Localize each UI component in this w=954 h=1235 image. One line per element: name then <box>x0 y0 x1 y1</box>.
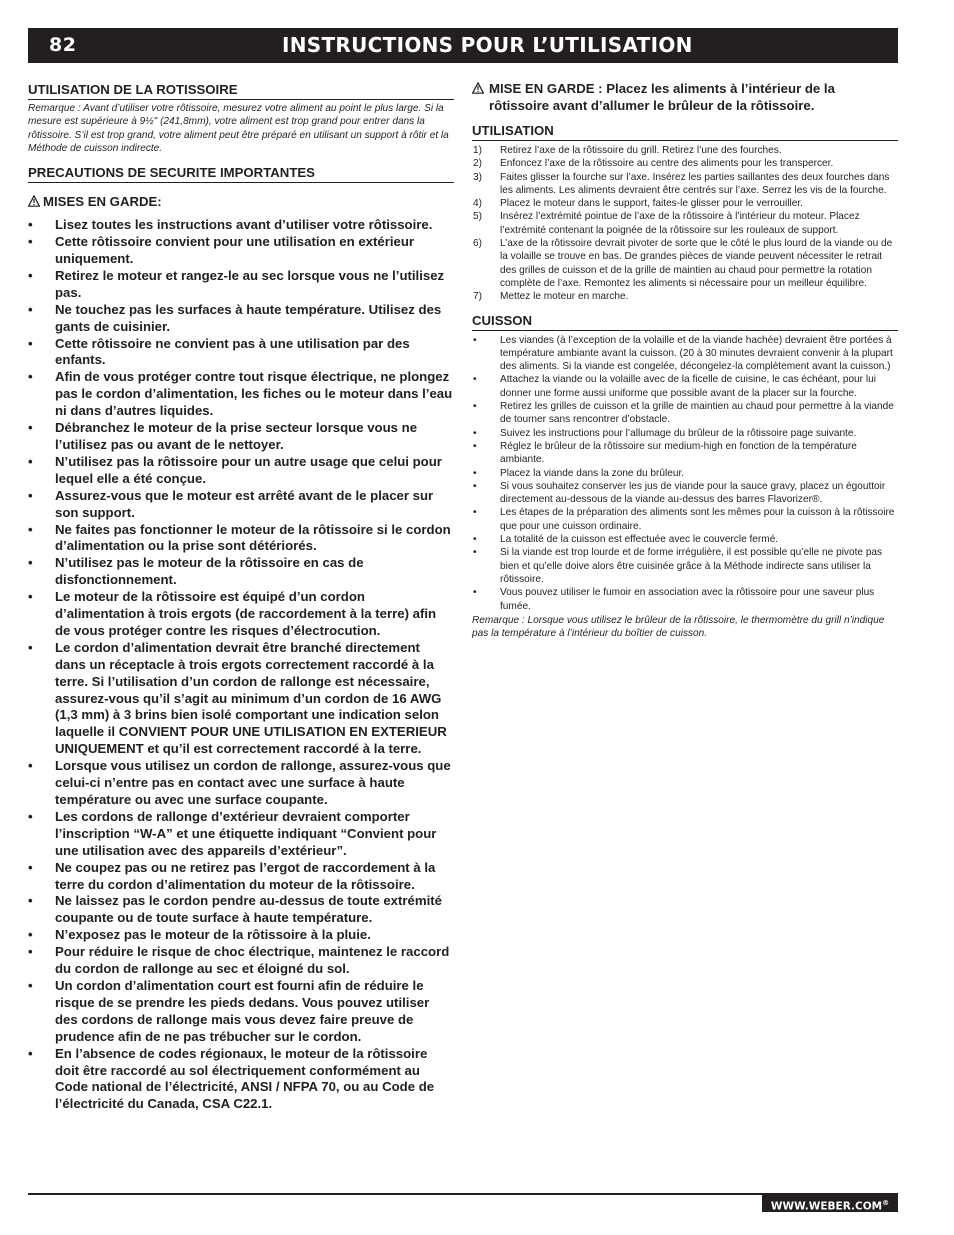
list-marker: 5) <box>473 211 482 223</box>
list-item-text: Retirez le moteur et rangez-le au sec lorsque vous ne l’utilisez pas. <box>55 267 445 300</box>
usage-step <box>472 157 898 170</box>
list-marker: • <box>473 440 477 452</box>
list-marker: 7) <box>473 291 482 303</box>
warning-item <box>28 217 454 234</box>
warning-item <box>28 758 454 809</box>
list-item-text: Retirez les grilles de cuisson et la grille de maintien au chaud pour permettre à la viande de tourner sans rencontrer d’obstacle. <box>500 401 894 426</box>
list-marker: 4) <box>473 198 482 210</box>
cooking-item <box>472 400 898 427</box>
list-marker: • <box>473 480 477 492</box>
list-marker: • <box>28 521 33 537</box>
list-marker: • <box>28 859 33 875</box>
list-item-text: Ne faites pas fonctionner le moteur de la rôtissoire si le cordon d’alimentation ou la prise sont détériorés. <box>55 521 451 554</box>
cooking-item <box>472 467 898 480</box>
cooking-item <box>472 427 898 440</box>
list-item-text: Lorsque vous utilisez un cordon de rallonge, assurez-vous que celui-ci n’entre pas en contact avec une surface à haute température ou avec une surface coupante. <box>55 758 451 807</box>
warnings-heading <box>28 194 454 210</box>
cooking-tips-list <box>472 334 898 613</box>
list-marker: • <box>28 893 33 909</box>
cooking-item <box>472 506 898 533</box>
list-marker: • <box>28 589 33 605</box>
list-marker: 2) <box>473 158 482 170</box>
list-marker: • <box>28 808 33 824</box>
list-marker: • <box>473 587 477 599</box>
list-marker: • <box>473 467 477 479</box>
section-title-cooking: CUISSON <box>472 313 898 331</box>
page-title: INSTRUCTIONS POUR L’UTILISATION <box>282 33 693 57</box>
list-item-text: Un cordon d’alimentation court est fourni afin de réduire le risque de se prendre les pieds dedans. Vous pouvez utiliser des cordons de rallonge mais vous devez faire preuve de prudence afin de ne pas trébucher sur le cordon. <box>55 977 430 1044</box>
right-column <box>472 80 898 640</box>
cooking-item <box>472 586 898 613</box>
section-title-usage: UTILISATION <box>472 123 898 141</box>
warning-item <box>28 893 454 927</box>
warning-item <box>28 860 454 894</box>
warning-item <box>28 522 454 556</box>
list-item-text: Insérez l’extrémité pointue de l’axe de la rôtissoire à l’intérieur du moteur. Placez l’extrémité contenant la poignée de la rôtissoire sur les rouleaux de support. <box>500 211 860 236</box>
list-item-text: Le moteur de la rôtissoire est équipé d’un cordon d’alimentation à trois ergots (de raccordement à la terre) afin de vous protéger contre les risques d’électrocution. <box>55 589 437 638</box>
warning-item <box>28 944 454 978</box>
list-item-text: En l’absence de codes régionaux, le moteur de la rôtissoire doit être raccordé au sol électriquement conformément au Code national de l’électricité, ANSI / NFPA 70, ou au Code de l’électricité du Canada, CSA C22.1. <box>55 1045 435 1112</box>
usage-step <box>472 171 898 198</box>
usage-step <box>472 237 898 290</box>
list-marker: • <box>473 534 477 546</box>
list-item-text: Les étapes de la préparation des aliments sont les mêmes pour la cuisson à la rôtissoire que pour une cuisson ordinaire. <box>500 507 895 532</box>
cooking-item <box>472 334 898 374</box>
list-marker: • <box>28 927 33 943</box>
list-item-text: Attachez la viande ou la volaille avec de la ficelle de cuisine, le cas échéant, pour lui donner une forme aussi uniforme que possible avant de la placer sur la fourche. <box>500 374 876 399</box>
usage-step <box>472 290 898 303</box>
cooking-item <box>472 373 898 400</box>
list-marker: • <box>473 401 477 413</box>
safety-warnings-list <box>28 217 454 1113</box>
list-marker: • <box>28 555 33 571</box>
list-marker: • <box>473 374 477 386</box>
list-marker: • <box>28 369 33 385</box>
list-item-text: Débranchez le moteur de la prise secteur lorsque vous ne l’utilisez pas ou avant de le nettoyer. <box>55 420 418 452</box>
list-item-text: N’exposez pas le moteur de la rôtissoire à la pluie. <box>55 927 371 943</box>
list-item-text: Lisez toutes les instructions avant d’utiliser votre rôtissoire. <box>55 217 433 233</box>
list-marker: • <box>473 547 477 559</box>
warning-triangle-icon <box>28 195 40 207</box>
warning-item <box>28 978 454 1046</box>
list-marker: 3) <box>473 171 482 183</box>
list-item-text: Placez le moteur dans le support, faites-le glisser pour le verrouiller. <box>500 198 803 210</box>
list-item-text: La totalité de la cuisson est effectuée avec le couvercle fermé. <box>500 534 779 546</box>
cooking-item <box>472 533 898 546</box>
list-marker: • <box>28 1045 33 1061</box>
list-item-text: Ne laissez pas le cordon pendre au-dessus de toute extrémité coupante ou de toute surface à haute température. <box>55 893 442 926</box>
list-item-text: Réglez le brûleur de la rôtissoire sur medium-high en fonction de la température ambiante. <box>500 440 857 466</box>
list-item-text: Faites glisser la fourche sur l’axe. Insérez les parties saillantes des deux fourches dans les aliments. Les aliments devraient être centrés sur l’axe. Serrez les vis de la fourche. <box>500 171 890 196</box>
page-number: 82 <box>49 34 77 56</box>
list-item-text: Mettez le moteur en marche. <box>500 291 629 303</box>
warning-item <box>28 809 454 860</box>
list-item-text: L’axe de la rôtissoire devrait pivoter de sorte que le côté le plus lourd de la viande ou de la volaille se trouve en bas. De grandes pièces de viande peuvent nécessiter le retrait des grilles de cuisson et de la grille de maintien au chaud pour permettre la rotation complète de l’axe. Remontez les aliments si nécessaire pour un meilleur équilibre. <box>500 238 893 289</box>
warning-item <box>28 234 454 268</box>
footer-website <box>762 1195 898 1212</box>
list-marker: • <box>28 487 33 503</box>
warning-item <box>28 1046 454 1114</box>
thermometer-note: Remarque : Lorsque vous utilisez le brûleur de la rôtissoire, le thermomètre du grill n’indique pas la température à l’intérieur du boîtier de cuisson. <box>472 614 885 640</box>
usage-step <box>472 144 898 157</box>
list-item-text: Si la viande est trop lourde et de forme irrégulière, il est possible qu’elle ne pivote pas bien et qu’elle doive alors être cuisinée grâce à la Méthode indirecte sans utiliser la rôtissoire. <box>500 547 883 585</box>
warning-item <box>28 336 454 370</box>
list-marker: • <box>28 977 33 993</box>
list-marker: • <box>28 453 33 469</box>
usage-steps-list <box>472 144 898 304</box>
list-item-text: Ne coupez pas ou ne retirez pas l’ergot de raccordement à la terre du cordon d’alimentation du moteur de la rôtissoire. <box>55 859 436 892</box>
list-marker: • <box>28 234 33 250</box>
warning-item <box>28 302 454 336</box>
rotisserie-size-note: Remarque : Avant d’utiliser votre rôtissoire, mesurez votre aliment au point le plus large. Si la mesure est supérieure à 9½" (241,8mm), votre aliment est trop grand pour entrer dans la rôtissoire. S’il est trop grand, votre aliment peut être préparé en utilisant un support à rôtir et la Méthode de cuisson indirecte. <box>28 103 449 154</box>
list-marker: • <box>28 758 33 774</box>
registered-mark: ® <box>882 1199 890 1207</box>
warning-item <box>28 589 454 640</box>
list-item-text: Placez la viande dans la zone du brûleur. <box>500 467 685 479</box>
list-item-text: Assurez-vous que le moteur est arrêté avant de le placer sur son support. <box>55 487 434 520</box>
list-item-text: N’utilisez pas le moteur de la rôtissoire en cas de disfonctionnement. <box>55 555 364 588</box>
warning-item <box>28 454 454 488</box>
list-item-text: Suivez les instructions pour l’allumage du brûleur de la rôtissoire page suivante. <box>500 427 857 439</box>
list-marker: 1) <box>473 145 482 156</box>
list-item-text: N’utilisez pas la rôtissoire pour un autre usage que celui pour lequel elle a été conçue. <box>55 453 442 486</box>
warning-item <box>28 488 454 522</box>
warning-item <box>28 927 454 944</box>
warning-item <box>28 369 454 420</box>
warning-item <box>28 640 454 758</box>
list-marker: • <box>28 420 33 436</box>
list-marker: • <box>28 301 33 317</box>
caution-notice <box>472 80 898 114</box>
list-marker: • <box>473 427 477 439</box>
cooking-item <box>472 440 898 467</box>
section-title-rotisserie-use: UTILISATION DE LA ROTISSOIRE <box>28 82 454 100</box>
warning-item <box>28 268 454 302</box>
usage-step <box>472 197 898 210</box>
list-item-text: Ne touchez pas les surfaces à haute température. Utilisez des gants de cuisinier. <box>55 301 442 334</box>
warnings-title: MISES EN GARDE: <box>43 194 162 210</box>
list-marker: • <box>28 335 33 351</box>
list-marker: • <box>473 507 477 519</box>
website-url: WWW.WEBER.COM <box>770 1200 883 1213</box>
list-marker: • <box>473 334 477 346</box>
warning-triangle-icon <box>472 82 484 94</box>
list-marker: • <box>28 944 33 960</box>
list-item-text: Enfoncez l’axe de la rôtissoire au centre des aliments pour les transpercer. <box>500 158 834 170</box>
list-item-text: Afin de vous protéger contre tout risque électrique, ne plongez pas le cordon d’alimentation, les fiches ou le moteur dans l’eau ni dans d’autres liquides. <box>55 369 453 419</box>
left-column <box>28 82 454 1113</box>
page-header <box>28 28 898 63</box>
list-item-text: Cette rôtissoire convient pour une utilisation en extérieur uniquement. <box>55 234 415 266</box>
caution-text: MISE EN GARDE : Placez les aliments à l’intérieur de la rôtissoire avant d’allumer le brûleur de la rôtissoire. <box>489 81 835 113</box>
section-title-safety-precautions: PRECAUTIONS DE SECURITE IMPORTANTES <box>28 165 454 183</box>
list-item-text: Les cordons de rallonge d’extérieur devraient comporter l’inscription “W-A” et une étiquette indiquant “Convient pour une utilisation avec des appareils d’extérieur”. <box>55 808 437 858</box>
warning-item <box>28 420 454 454</box>
list-item-text: Pour réduire le risque de choc électrique, maintenez le raccord du cordon de rallonge au sec et éloigné du sol. <box>55 944 450 977</box>
list-item-text: Vous pouvez utiliser le fumoir en association avec la rôtissoire pour une saveur plus fumée. <box>500 587 875 612</box>
list-marker: • <box>28 267 33 283</box>
list-item-text: Cette rôtissoire ne convient pas à une utilisation par des enfants. <box>55 335 410 368</box>
usage-step <box>472 210 898 237</box>
list-marker: • <box>28 217 33 233</box>
cooking-item <box>472 546 898 586</box>
list-item-text: Le cordon d’alimentation devrait être branché directement dans un réceptacle à trois ergots correctement raccordé à la terre. Si l’utilisation d’un cordon de rallonge est nécessaire, assurez-vous qu’il s’agit au minimum d’un cordon de 16 AWG (1,3 mm) à 3 brins bien isolé comportant une indication selon laquelle il CONVIENT POUR UNE UTILISATION EN EXTERIEUR UNIQUEMENT et qu’il est correctement raccordé à la terre. <box>55 639 447 757</box>
list-marker: • <box>28 639 33 655</box>
list-item-text: Retirez l’axe de la rôtissoire du grill. Retirez l’une des fourches. <box>500 145 782 156</box>
list-item-text: Si vous souhaitez conserver les jus de viande pour la sauce gravy, placez un égouttoir directement au-dessous de la viande au-dessus des barres Flavorizer®. <box>500 480 886 506</box>
cooking-item <box>472 480 898 507</box>
list-marker: 6) <box>473 238 482 250</box>
warning-item <box>28 555 454 589</box>
list-item-text: Les viandes (à l’exception de la volaille et de la viande hachée) devraient être portées à température ambiante avant la cuisson. (20 à 30 minutes devraient convenir à la plupart des aliments. Si la viande est congelée, décongelez-la complètement avant la cuisson.) <box>500 334 893 373</box>
